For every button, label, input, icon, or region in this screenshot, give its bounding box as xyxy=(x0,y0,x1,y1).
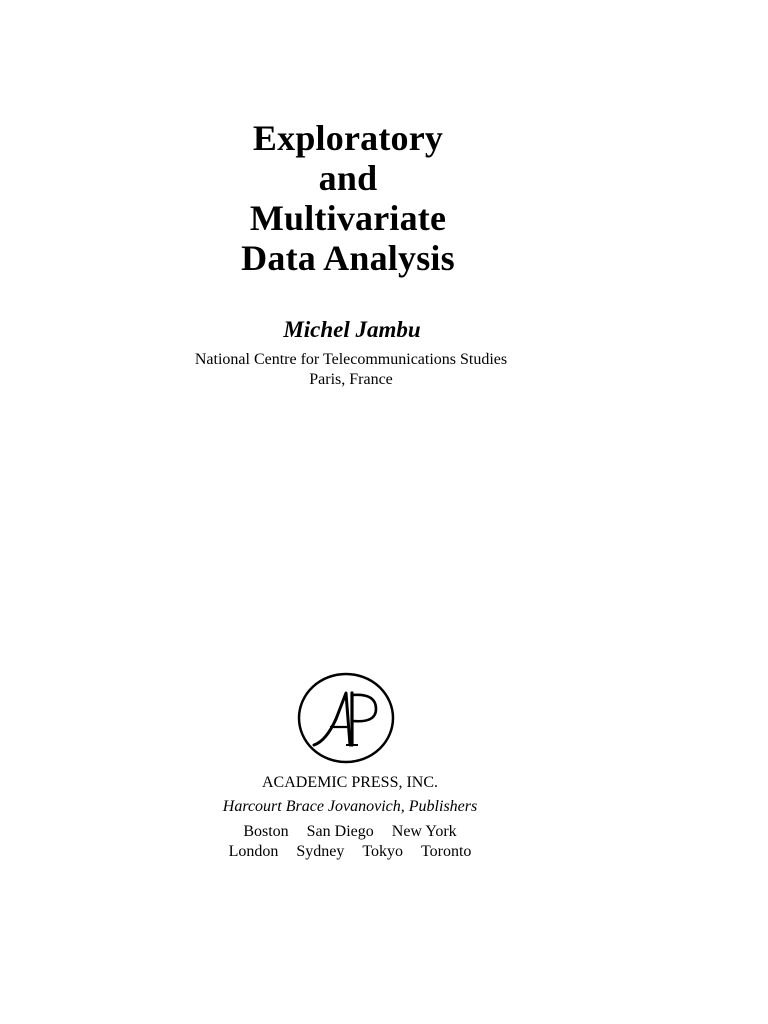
author-affiliation xyxy=(0,350,702,390)
academic-press-logo-icon xyxy=(296,671,396,765)
city: San Diego xyxy=(306,823,374,840)
city: New York xyxy=(391,823,457,840)
publisher-imprint: Harcourt Brace Jovanovich, Publishers xyxy=(222,798,478,815)
publisher-cities xyxy=(0,822,700,862)
city-row xyxy=(0,842,700,862)
title-line: and xyxy=(318,158,378,198)
city: London xyxy=(228,843,279,860)
affiliation-institution: National Centre for Telecommunications Studies xyxy=(194,351,508,368)
city: Sydney xyxy=(296,843,345,860)
book-title xyxy=(0,118,696,278)
publisher-name: ACADEMIC PRESS, INC. xyxy=(261,774,439,791)
svg-text:AP: AP xyxy=(296,671,298,672)
city: Toronto xyxy=(421,843,472,860)
title-line: Data Analysis xyxy=(241,238,455,278)
affiliation-location: Paris, France xyxy=(309,371,393,388)
title-line: Multivariate xyxy=(249,198,447,238)
publisher-block xyxy=(0,772,700,817)
author-name: Michel Jambu xyxy=(283,317,421,342)
city: Boston xyxy=(243,823,289,840)
city-row xyxy=(0,822,700,842)
title-line: Exploratory xyxy=(252,118,444,158)
city: Tokyo xyxy=(362,843,403,860)
